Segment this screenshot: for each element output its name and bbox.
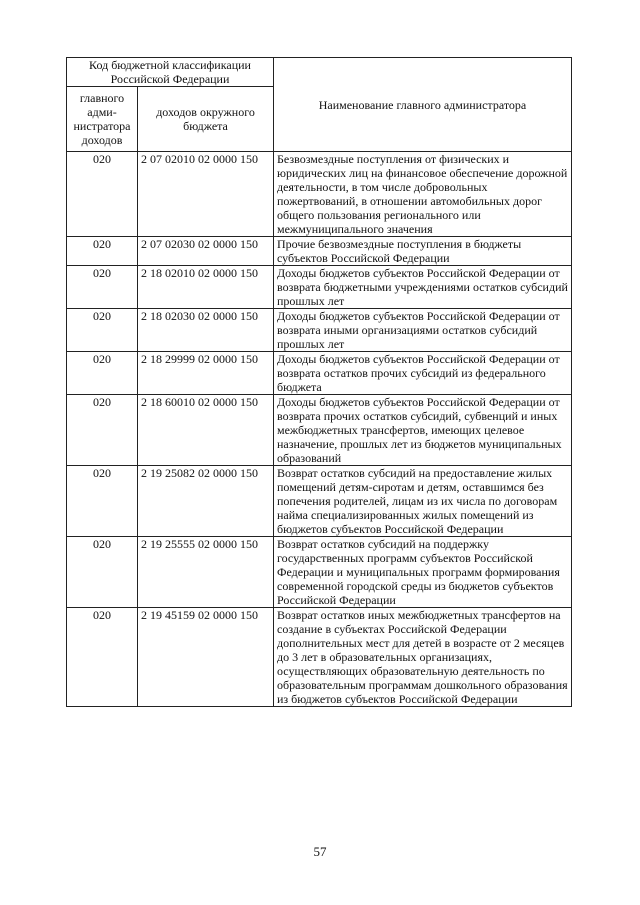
admin-name-cell: Безвозмездные поступления от физических и юридических лиц на финансовое обеспечение дорожной деятельности, в том числе добровольных пожертвований, в отношении автомобильных дорог общего пользования регионального или межмуниципального значения	[274, 152, 572, 237]
income-code-cell: 2 18 29999 02 0000 150	[138, 352, 274, 395]
admin-name-cell: Доходы бюджетов субъектов Российской Федерации от возврата прочих остатков субсидий, субвенций и иных межбюджетных трансфертов, имеющих целевое назначение, прошлых лет из бюджетов муниципальных образований	[274, 395, 572, 466]
admin-code-cell: 020	[67, 237, 138, 266]
table-row	[67, 395, 572, 466]
header-admin-code: главного адми-нистратора доходов	[67, 87, 138, 152]
admin-code-cell: 020	[67, 309, 138, 352]
income-code-cell: 2 18 02030 02 0000 150	[138, 309, 274, 352]
income-code-cell: 2 18 02010 02 0000 150	[138, 266, 274, 309]
header-admin-name: Наименование главного администратора	[274, 58, 572, 152]
admin-code-cell: 020	[67, 537, 138, 608]
admin-name-cell: Доходы бюджетов субъектов Российской Федерации от возврата остатков прочих субсидий из федерального бюджета	[274, 352, 572, 395]
budget-classification-table	[66, 57, 572, 707]
table-row	[67, 466, 572, 537]
admin-name-cell: Доходы бюджетов субъектов Российской Федерации от возврата иными организациями остатков субсидий прошлых лет	[274, 309, 572, 352]
income-code-cell: 2 07 02010 02 0000 150	[138, 152, 274, 237]
table-row	[67, 537, 572, 608]
admin-name-cell: Возврат остатков иных межбюджетных трансфертов на создание в субъектах Российской Федерации дополнительных мест для детей в возрасте от 2 месяцев до 3 лет в образовательных организациях, осуществляющих образовательную деятельность по образовательным программам дошкольного образования из бюджетов субъектов Российской Федерации	[274, 608, 572, 707]
income-code-cell: 2 18 60010 02 0000 150	[138, 395, 274, 466]
admin-name-cell: Прочие безвозмездные поступления в бюджеты субъектов Российской Федерации	[274, 237, 572, 266]
table-row	[67, 352, 572, 395]
income-code-cell: 2 19 25555 02 0000 150	[138, 537, 274, 608]
admin-code-cell: 020	[67, 466, 138, 537]
table-row	[67, 309, 572, 352]
admin-name-cell: Возврат остатков субсидий на предоставление жилых помещений детям-сиротам и детям, оставшимся без попечения родителей, лицам из их числа по договорам найма специализированных жилых помещений из бюджетов субъектов Российской Федерации	[274, 466, 572, 537]
income-code-cell: 2 07 02030 02 0000 150	[138, 237, 274, 266]
table-row	[67, 608, 572, 707]
income-code-cell: 2 19 45159 02 0000 150	[138, 608, 274, 707]
admin-code-cell: 020	[67, 395, 138, 466]
table-row	[67, 152, 572, 237]
admin-name-cell: Возврат остатков субсидий на поддержку государственных программ субъектов Российской Федерации и муниципальных программ формирования современной городской среды из бюджетов субъектов Российской Федерации	[274, 537, 572, 608]
admin-name-cell: Доходы бюджетов субъектов Российской Федерации от возврата бюджетными учреждениями остатков субсидий прошлых лет	[274, 266, 572, 309]
admin-code-cell: 020	[67, 266, 138, 309]
table-row	[67, 237, 572, 266]
admin-code-cell: 020	[67, 152, 138, 237]
header-income-code: доходов окружного бюджета	[138, 87, 274, 152]
table-row	[67, 266, 572, 309]
header-kbk: Код бюджетной классификации Российской Федерации	[67, 58, 274, 87]
income-code-cell: 2 19 25082 02 0000 150	[138, 466, 274, 537]
page-number: 57	[313, 844, 327, 859]
admin-code-cell: 020	[67, 352, 138, 395]
admin-code-cell: 020	[67, 608, 138, 707]
